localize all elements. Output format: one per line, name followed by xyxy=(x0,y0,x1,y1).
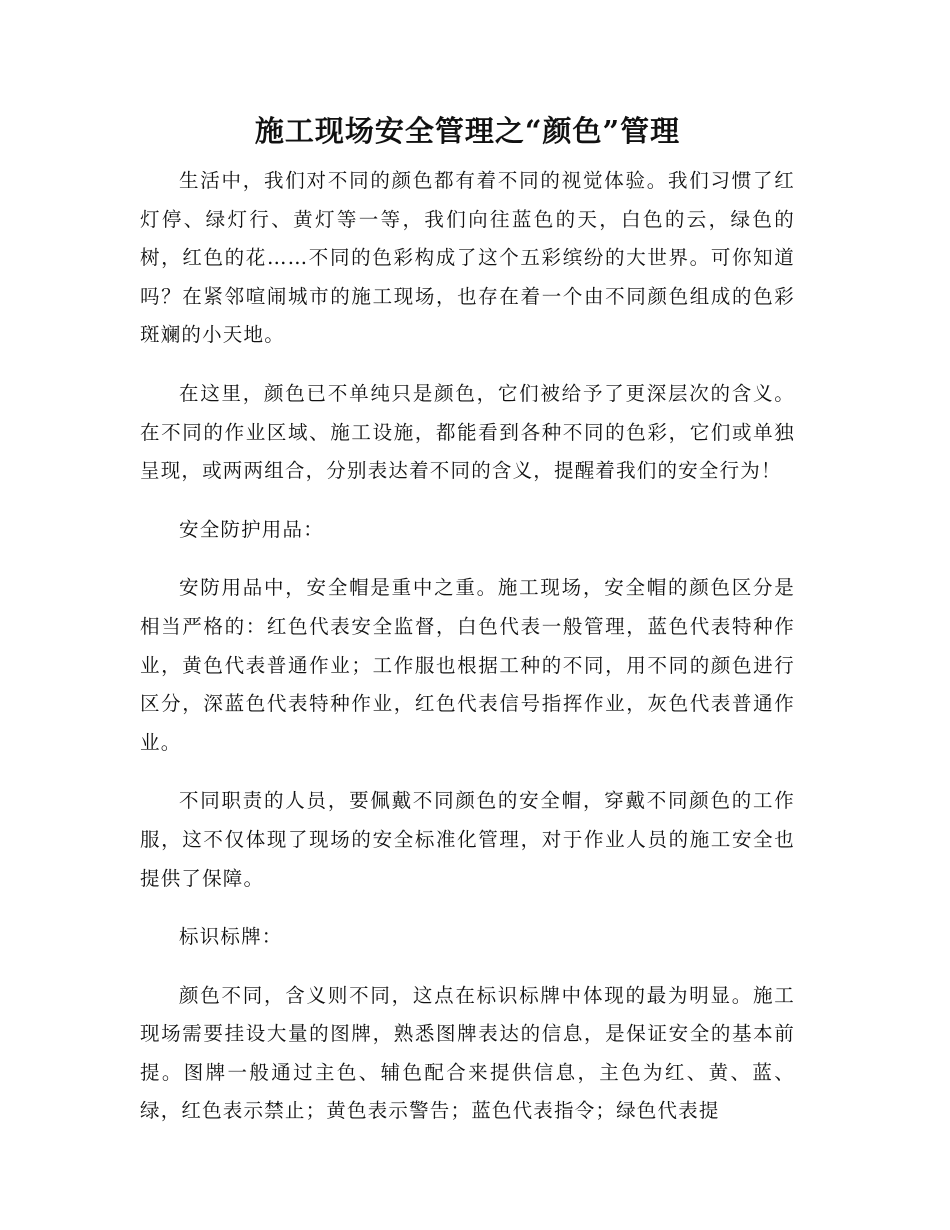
section-heading-signage: 标识标牌： xyxy=(179,925,283,949)
document-title: 施工现场安全管理之“颜色”管理 xyxy=(254,114,681,148)
document-body xyxy=(140,162,795,1151)
paragraph-helmet-colors: 安防用品中，安全帽是重中之重。施工现场，安全帽的颜色区分是相当严格的：红色代表安全监督，白色代表一般管理，蓝色代表特种作业，黄色代表普通作业；工作服也根据工种的不同，用不同的颜色进行区分，深蓝色代表特种作业，红色代表信号指挥作业，灰色代表普通作业。 xyxy=(140,576,795,754)
section-heading-protective-equipment: 安全防护用品： xyxy=(179,517,324,541)
paragraph-duties: 不同职责的人员，要佩戴不同颜色的安全帽，穿戴不同颜色的工作服，这不仅体现了现场的安全标准化管理，对于作业人员的施工安全也提供了保障。 xyxy=(140,789,795,890)
paragraph-intro: 生活中，我们对不同的颜色都有着不同的视觉体验。我们习惯了红灯停、绿灯行、黄灯等一等，我们向往蓝色的天，白色的云，绿色的树，红色的花……不同的色彩构成了这个五彩缤纷的大世界。可你知道吗？在紧邻喧闹城市的施工现场，也存在着一个由不同颜色组成的色彩斑斓的小天地。 xyxy=(140,169,795,347)
paragraph-signage-colors: 颜色不同，含义则不同，这点在标识标牌中体现的最为明显。施工现场需要挂设大量的图牌，熟悉图牌表达的信息，是保证安全的基本前提。图牌一般通过主色、辅色配合来提供信息，主色为红、黄、蓝、绿，红色表示禁止；黄色表示警告；蓝色代表指令；绿色代表提 xyxy=(140,983,795,1123)
paragraph-meaning: 在这里，颜色已不单纯只是颜色，它们被给予了更深层次的含义。在不同的作业区域、施工设施，都能看到各种不同的色彩，它们或单独呈现，或两两组合，分别表达着不同的含义，提醒着我们的安全行为！ xyxy=(140,381,795,483)
